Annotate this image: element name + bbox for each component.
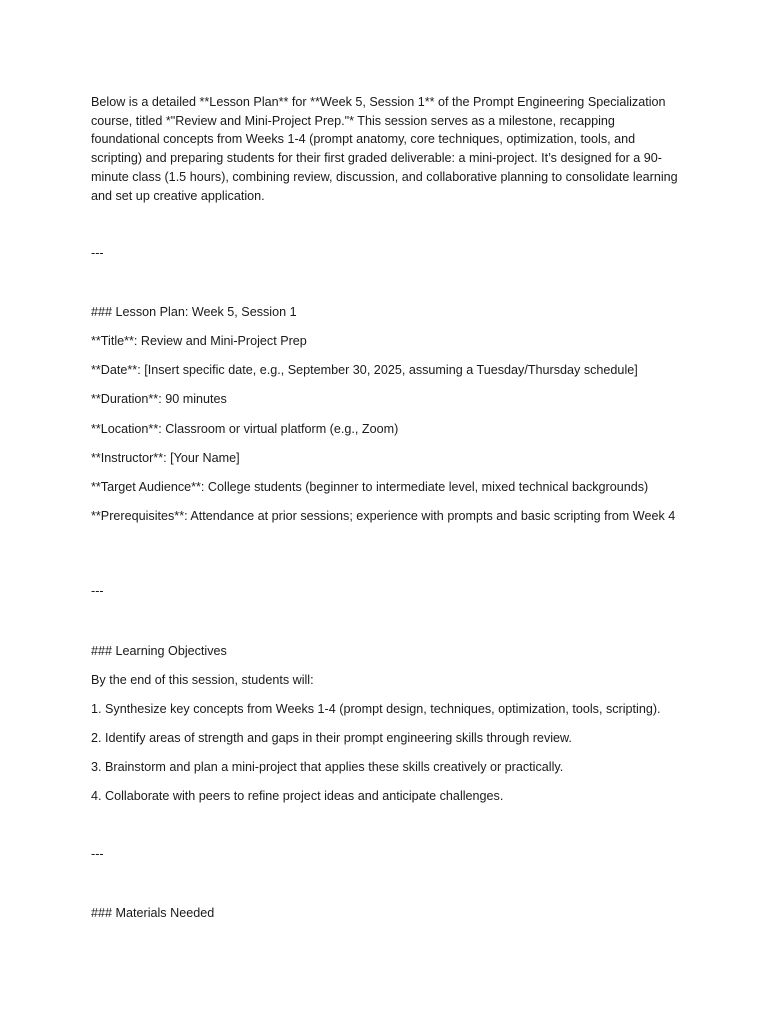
location-line: **Location**: Classroom or virtual platform (e.g., Zoom) (91, 422, 399, 436)
objective-item: 2. Identify areas of strength and gaps in their prompt engineering skills through review. (91, 731, 572, 745)
date-line: **Date**: [Insert specific date, e.g., September 30, 2025, assuming a Tuesday/Thursday schedule] (91, 363, 638, 377)
separator: --- (91, 584, 104, 598)
objective-item: 3. Brainstorm and plan a mini-project that applies these skills creatively or practically. (91, 760, 564, 774)
lesson-plan-heading: ### Lesson Plan: Week 5, Session 1 (91, 305, 297, 319)
document-page (91, 0, 681, 1024)
separator: --- (91, 847, 104, 861)
objective-item: 4. Collaborate with peers to refine project ideas and anticipate challenges. (91, 789, 504, 803)
objectives-heading: ### Learning Objectives (91, 644, 227, 658)
audience-line: **Target Audience**: College students (beginner to intermediate level, mixed technical backgrounds) (91, 480, 649, 494)
separator: --- (91, 246, 104, 260)
title-line: **Title**: Review and Mini-Project Prep (91, 334, 307, 348)
objective-item: 1. Synthesize key concepts from Weeks 1-4 (prompt design, techniques, optimization, tools, scripting). (91, 702, 661, 716)
materials-heading: ### Materials Needed (91, 906, 215, 920)
prerequisites-line: **Prerequisites**: Attendance at prior sessions; experience with prompts and basic scripting from Week 4 (91, 509, 676, 523)
duration-line: **Duration**: 90 minutes (91, 392, 227, 406)
intro-paragraph: Below is a detailed **Lesson Plan** for **Week 5, Session 1** of the Prompt Engineering Specialization course, titled *"Review and Mini-Project Prep."* This session serves as a milestone, recapping foundational concepts from Weeks 1-4 (prompt anatomy, core techniques, optimization, tools, and scripting) and preparing students for their first graded deliverable: a mini-project. It’s designed for a 90-minute class (1.5 hours), combining review, discussion, and collaborative planning to consolidate learning and set up creative application. (91, 95, 682, 203)
objectives-intro: By the end of this session, students will: (91, 673, 314, 687)
instructor-line: **Instructor**: [Your Name] (91, 451, 240, 465)
